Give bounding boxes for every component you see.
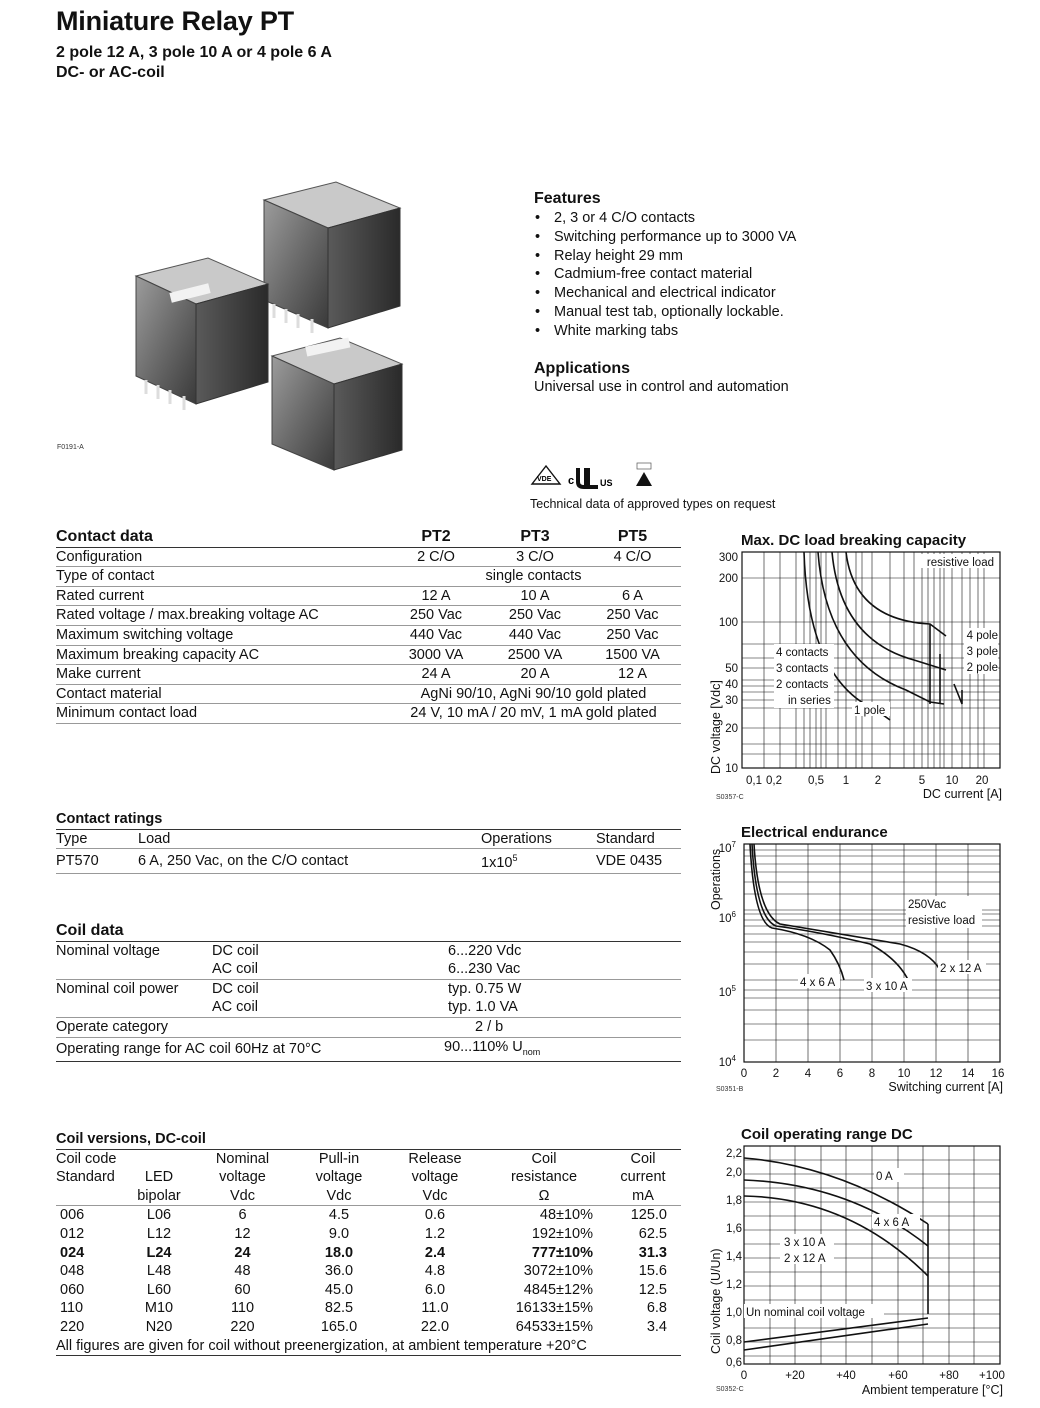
coil-version-cell: 48±10%	[539, 1207, 593, 1224]
coil-version-cell: 45.0	[324, 1281, 354, 1298]
cell: 250 Vac	[584, 625, 681, 645]
header-type: Type	[56, 829, 138, 849]
label-0A: 0 A	[876, 1171, 893, 1183]
coil-version-cell: 012	[60, 1225, 85, 1242]
ul-us-text: US	[600, 478, 613, 488]
label-2-pole: 2 pole	[966, 662, 998, 674]
ytick: 100	[718, 617, 738, 629]
coil-version-cell: 31.3	[638, 1244, 667, 1261]
coil-version-row	[56, 1206, 681, 1225]
ytick: 2,2	[726, 1148, 742, 1160]
xtick: +100	[979, 1370, 1005, 1382]
cell: 3 C/O	[486, 547, 584, 567]
ytick: 1,4	[726, 1251, 742, 1263]
y-axis-label: Operations	[709, 848, 723, 910]
cell: 250 Vac	[584, 606, 681, 626]
cell: 3000 VA	[386, 645, 486, 665]
ytick: 40	[725, 679, 738, 691]
coil-version-cell: 3072±10%	[523, 1263, 593, 1280]
label-2x12A: 2 x 12 A	[940, 963, 982, 975]
coil-data-heading: Coil data	[56, 922, 681, 941]
label-resistive: resistive load	[926, 557, 994, 569]
coil-version-cell: 11.0	[421, 1300, 449, 1317]
coil-version-cell: 024	[60, 1244, 85, 1261]
applications-text: Universal use in control and automation	[534, 379, 789, 395]
coil-version-cell: 220	[60, 1318, 85, 1335]
contact-ratings-table	[56, 810, 681, 874]
ytick-base: 10	[718, 913, 732, 925]
coil-version-cell: 777±10%	[531, 1244, 593, 1261]
cell: 250 Vac	[486, 606, 584, 626]
label-1-pole: 1 pole	[854, 705, 886, 717]
header-coil-code: Coil code	[56, 1150, 117, 1167]
breaking-capacity-chart	[700, 540, 1020, 805]
cell: 440 Vac	[386, 625, 486, 645]
coil-version-cell: L24	[146, 1244, 172, 1261]
coil-data-table	[56, 922, 681, 1062]
coil-version-cell: 048	[60, 1263, 85, 1280]
ul-c-text: c	[568, 475, 575, 487]
coil-version-cell: L12	[146, 1225, 172, 1242]
header-cell: voltage	[219, 1169, 266, 1186]
ytick-1e4	[719, 1054, 737, 1069]
header-cell: bipolar	[124, 1187, 194, 1206]
label-in-series: in series	[788, 695, 831, 707]
label-4x6A: 4 x 6 A	[874, 1217, 910, 1229]
coil-version-cell: 2.4	[424, 1244, 446, 1261]
ytick: 10	[725, 763, 738, 775]
features-heading: Features	[534, 190, 601, 207]
ytick-exp: 6	[731, 910, 736, 919]
cell: 2500 VA	[486, 645, 584, 665]
label-un-nominal: Un nominal coil voltage	[746, 1307, 865, 1319]
col-pt2: PT2	[386, 528, 486, 547]
cell: single contacts	[386, 567, 681, 587]
feature-item: • White marking tabs	[534, 322, 954, 341]
chart-endurance-code: S0351-B	[716, 1086, 744, 1093]
xtick: 8	[868, 1068, 876, 1080]
row-label: Minimum contact load	[56, 704, 386, 724]
ops-base: 1x10	[481, 855, 513, 872]
cell: 20 A	[486, 665, 584, 685]
ytick-1e5	[719, 984, 737, 999]
coil-version-cell: 0.6	[424, 1207, 446, 1224]
ytick: 20	[725, 723, 738, 735]
row-label: Maximum breaking capacity AC	[56, 645, 386, 665]
cell: 12 A	[386, 586, 486, 606]
coil-version-cell: 12.5	[638, 1281, 667, 1298]
label-3-contacts: 3 contacts	[776, 663, 829, 675]
xtick: 2	[874, 775, 882, 787]
row-sub: DC coil	[212, 942, 259, 959]
row-sub: DC coil	[212, 980, 259, 997]
coil-version-rows	[56, 1206, 681, 1337]
ytick: 30	[725, 695, 738, 707]
xtick: +80	[939, 1370, 959, 1382]
y-axis-label: DC voltage [Vdc]	[709, 680, 723, 774]
ytick-exp: 5	[731, 984, 736, 993]
header-cell: Pull-in	[318, 1150, 360, 1167]
rating-type: PT570	[56, 849, 138, 873]
col-pt5: PT5	[584, 528, 681, 547]
ytick: 1,0	[726, 1307, 742, 1319]
row-label: Maximum switching voltage	[56, 625, 386, 645]
coil-version-cell: 6	[238, 1207, 247, 1224]
approvals-section	[530, 462, 830, 511]
header-cell: Ω	[483, 1187, 605, 1206]
label-4-contacts: 4 contacts	[776, 647, 829, 659]
cell: 10 A	[486, 586, 584, 606]
xtick: 0	[740, 1068, 748, 1080]
ytick: 0,6	[726, 1357, 742, 1369]
header-standard: Standard	[596, 829, 681, 849]
header-cell: Nominal	[215, 1150, 270, 1167]
label-250vac: 250Vac	[908, 899, 947, 911]
ytick-base: 10	[718, 1057, 732, 1069]
xtick: +40	[836, 1370, 856, 1382]
row-label: Nominal voltage	[56, 942, 160, 959]
chart-breaking-code: S0357-C	[716, 794, 744, 801]
xtick: 14	[961, 1068, 975, 1080]
ytick: 2,0	[726, 1167, 742, 1179]
coil-version-cell: 060	[60, 1281, 85, 1298]
cell: 1500 VA	[584, 645, 681, 665]
coil-version-cell: 220	[230, 1318, 255, 1335]
xtick: 16	[991, 1068, 1005, 1080]
range-curves	[744, 1158, 928, 1350]
header-cell: voltage	[411, 1169, 459, 1186]
row-label: Nominal coil power	[56, 980, 179, 997]
approval-logos	[530, 462, 670, 490]
cell: 250 Vac	[386, 606, 486, 626]
label-4-pole: 4 pole	[966, 630, 998, 642]
ytick: 1,8	[726, 1195, 742, 1207]
label-3-pole: 3 pole	[966, 646, 998, 658]
coil-version-cell: L60	[146, 1281, 172, 1298]
tuv-mark-icon	[636, 463, 652, 486]
header-cell: Coil	[630, 1150, 656, 1167]
x-axis-label: Ambient temperature [°C]	[861, 1383, 1003, 1397]
contact-data-heading: Contact data	[56, 528, 386, 547]
row-sub: AC coil	[212, 998, 386, 1017]
ytick-base: 10	[718, 843, 732, 855]
coil-version-cell: 16133±15%	[515, 1300, 593, 1317]
ytick-exp: 4	[731, 1054, 736, 1063]
coil-version-cell: 4.5	[328, 1207, 350, 1224]
xtick: +20	[785, 1370, 805, 1382]
coil-version-cell: L06	[146, 1207, 172, 1224]
cell: 440 Vac	[486, 625, 584, 645]
feature-item: • Switching performance up to 3000 VA	[534, 228, 954, 247]
coil-version-cell: 6.0	[424, 1281, 446, 1298]
row-label: Operate category	[56, 1017, 212, 1037]
coil-footnote: All figures are given for coil without preenergization, at ambient temperature +20°C	[56, 1337, 681, 1356]
coil-version-cell: 6.8	[646, 1300, 667, 1317]
coil-version-row	[56, 1225, 681, 1244]
features-section	[534, 190, 954, 341]
coil-version-cell: 60	[234, 1281, 251, 1298]
ul-logo	[568, 468, 613, 488]
coil-versions-table	[56, 1130, 681, 1356]
curve-2-contacts	[818, 552, 944, 704]
vde-logo-text: VDE	[537, 476, 552, 483]
header-operations: Operations	[481, 829, 596, 849]
curve-4x6A	[744, 1180, 928, 1246]
cell: 4 C/O	[584, 547, 681, 567]
label-4x6A: 4 x 6 A	[800, 977, 836, 989]
rating-operations	[481, 849, 596, 873]
coil-version-row	[56, 1318, 681, 1337]
feature-item: • 2, 3 or 4 C/O contacts	[534, 209, 954, 228]
chart-coilrange-code: S0352-C	[716, 1386, 744, 1393]
value-main: 90...110% U	[444, 1038, 523, 1055]
contact-ratings-heading: Contact ratings	[56, 810, 681, 829]
coil-version-cell: 82.5	[324, 1300, 354, 1317]
coil-version-cell: 48	[234, 1263, 251, 1280]
relay-photo	[100, 178, 420, 478]
rating-load: 6 A, 250 Vac, on the C/O contact	[138, 849, 481, 873]
coil-version-row	[56, 1299, 681, 1318]
coil-version-cell: 62.5	[638, 1225, 667, 1242]
coil-version-cell: 4.8	[424, 1263, 446, 1280]
label-3x10A: 3 x 10 A	[866, 981, 908, 993]
applications-section	[534, 360, 789, 395]
xtick: 10	[897, 1068, 911, 1080]
coil-version-cell: 12	[234, 1225, 251, 1242]
header-cell	[56, 1187, 124, 1206]
header-cell: Release	[408, 1150, 462, 1167]
xtick: 0,5	[808, 775, 824, 787]
header-cell: LED	[144, 1169, 174, 1186]
row-value: typ. 0.75 W	[448, 980, 522, 997]
xtick: 6	[836, 1068, 844, 1080]
feature-item: • Cadmium-free contact material	[534, 265, 954, 284]
subtitle-ratings: 2 pole 12 A, 3 pole 10 A or 4 pole 6 A	[56, 44, 332, 61]
coil-version-cell: N20	[145, 1318, 173, 1335]
feature-item: • Mechanical and electrical indicator	[534, 284, 954, 303]
ops-exp: 5	[512, 853, 518, 864]
row-label: Rated current	[56, 586, 386, 606]
coil-versions-heading: Coil versions, DC-coil	[56, 1130, 681, 1149]
coil-version-cell: 165.0	[320, 1318, 358, 1335]
ytick: 1,6	[726, 1223, 742, 1235]
coil-version-cell: 22.0	[420, 1318, 450, 1335]
approvals-note: Technical data of approved types on request	[530, 497, 776, 511]
feature-item: • Relay height 29 mm	[534, 247, 954, 266]
cell: 12 A	[584, 665, 681, 685]
header-cell: Vdc	[387, 1187, 483, 1206]
row-label	[56, 960, 212, 979]
contact-data-table	[56, 528, 681, 724]
row-value: typ. 1.0 VA	[386, 998, 681, 1017]
ytick-exp: 7	[731, 840, 736, 849]
coil-version-row	[56, 1244, 681, 1263]
row-value: 6...230 Vac	[386, 960, 681, 979]
photo-code: F0191-A	[57, 444, 84, 451]
xtick: 2	[772, 1068, 780, 1080]
coil-version-row	[56, 1262, 681, 1281]
header-cell: mA	[605, 1187, 681, 1206]
xtick: 10	[945, 775, 959, 787]
row-sub: AC coil	[212, 960, 386, 979]
col-pt3: PT3	[486, 528, 584, 547]
xtick: +60	[888, 1370, 908, 1382]
label-2-contacts: 2 contacts	[776, 679, 829, 691]
cell: AgNi 90/10, AgNi 90/10 gold plated	[386, 684, 681, 704]
row-value: 6...220 Vdc	[448, 942, 522, 959]
header-cell: voltage	[315, 1169, 363, 1186]
coil-version-cell: M10	[144, 1300, 174, 1317]
header-cell: Vdc	[291, 1187, 387, 1206]
y-axis-label: Coil voltage (U/Un)	[709, 1248, 723, 1354]
ytick: 1,2	[726, 1279, 742, 1291]
ytick-1e6	[719, 910, 737, 925]
row-value	[386, 1037, 681, 1061]
row-label: Rated voltage / max.breaking voltage AC	[56, 606, 386, 626]
label-resistive: resistive load	[908, 915, 976, 927]
coil-version-cell: L48	[146, 1263, 172, 1280]
chart-endurance-title: Electrical endurance	[741, 824, 888, 841]
cell: 24 A	[386, 665, 486, 685]
ytick: 200	[718, 573, 738, 585]
xtick: 5	[918, 775, 926, 787]
xtick: 0	[740, 1370, 748, 1382]
coil-version-cell: 192±10%	[531, 1225, 593, 1242]
header-load: Load	[138, 829, 481, 849]
row-label: Operating range for AC coil 60Hz at 70°C	[56, 1037, 386, 1061]
coil-version-cell: 9.0	[328, 1225, 350, 1242]
vde-logo	[532, 466, 560, 484]
cell: 6 A	[584, 586, 681, 606]
row-label: Make current	[56, 665, 386, 685]
row-value: 2 / b	[386, 1017, 681, 1037]
coil-range-chart	[700, 1136, 1020, 1398]
coil-version-cell: 18.0	[324, 1244, 354, 1261]
header-cell: Standard	[56, 1169, 115, 1186]
coil-version-cell: 3.4	[646, 1318, 667, 1335]
coil-version-row	[56, 1281, 681, 1300]
row-label: Configuration	[56, 547, 386, 567]
feature-item: • Manual test tab, optionally lockable.	[534, 303, 954, 322]
ytick: 50	[725, 663, 738, 675]
row-label	[56, 998, 212, 1017]
cell: 2 C/O	[386, 547, 486, 567]
curve-min	[744, 1318, 928, 1342]
header-cell: current	[620, 1169, 666, 1186]
row-label: Contact material	[56, 684, 386, 704]
chart-coilrange-title: Coil operating range DC	[741, 1126, 913, 1143]
xtick: 1	[842, 775, 850, 787]
page-title: Miniature Relay PT	[56, 6, 294, 36]
xtick: 12	[929, 1068, 943, 1080]
xtick: 4	[804, 1068, 812, 1080]
ytick-base: 10	[718, 987, 732, 999]
xtick: 0,2	[766, 775, 782, 787]
endurance-chart	[700, 834, 1020, 1096]
row-label: Type of contact	[56, 567, 386, 587]
header-cell: Vdc	[194, 1187, 291, 1206]
xtick: 0,1	[746, 775, 762, 787]
rating-standard: VDE 0435	[596, 849, 681, 873]
header-cell: resistance	[510, 1169, 578, 1186]
row-sub	[212, 1017, 386, 1037]
header-cell: Coil	[531, 1150, 557, 1167]
grid-lines	[744, 844, 1000, 1062]
coil-version-cell: 64533±15%	[515, 1318, 593, 1335]
applications-heading: Applications	[534, 360, 631, 377]
value-sub: nom	[522, 1046, 541, 1057]
coil-version-cell: 110	[60, 1300, 84, 1317]
x-axis-label: Switching current [A]	[888, 1080, 1003, 1094]
x-axis-label: DC current [A]	[922, 787, 1002, 801]
coil-version-cell: 006	[60, 1207, 85, 1224]
coil-version-cell: 24	[234, 1244, 251, 1261]
coil-version-cell: 125.0	[630, 1207, 667, 1224]
coil-version-cell: 15.6	[638, 1263, 667, 1280]
xtick: 20	[975, 775, 989, 787]
ytick: 0,8	[726, 1335, 742, 1347]
coil-version-cell: 4845±12%	[523, 1281, 593, 1298]
subtitle-coil: DC- or AC-coil	[56, 64, 165, 81]
coil-version-cell: 1.2	[424, 1225, 446, 1242]
label-2x12A: 2 x 12 A	[784, 1253, 826, 1265]
chart-breaking-title: Max. DC load breaking capacity	[741, 532, 967, 549]
coil-version-cell: 36.0	[324, 1263, 354, 1280]
ytick: 300	[718, 552, 738, 564]
cell: 24 V, 10 mA / 20 mV, 1 mA gold plated	[386, 704, 681, 724]
label-3x10A: 3 x 10 A	[784, 1237, 826, 1249]
coil-version-cell: 110	[230, 1300, 255, 1317]
